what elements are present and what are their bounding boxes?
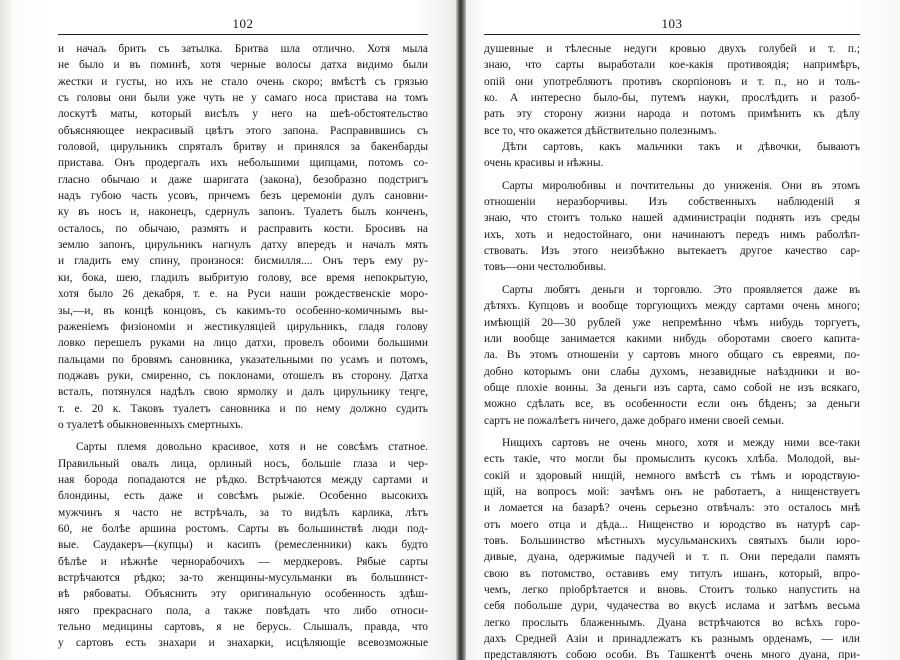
text-line: поджавъ руки, смиренно, съ поклонами, отошелъ въ сторону. Датха <box>58 369 428 382</box>
text-line: и гладить ему спину, произнося: бисмилля.... Онъ теръ ему ру- <box>58 255 428 268</box>
text-line: головой, цирульникъ спряталъ бритву и принялся за бакенбарды <box>58 141 428 154</box>
text-line: всталъ, потянулся надѣлъ свою ярмолку и далъ цирульнику теңге, <box>58 386 428 399</box>
text-line: сартъ не пожалѣетъ ничего, даже добраго имени своей семьи. <box>484 414 785 427</box>
text-line: пальцами по бровямъ сановника, указательными по усамъ и потомъ, <box>58 353 428 366</box>
text-line: Сарты племя довольно красивое, хотя и не совсѣмъ статное. <box>76 441 428 454</box>
text-line: знаю, что сарты выработали кое-какія противоядія; напримѣръ, <box>484 59 860 72</box>
text-line: и ломается на базарѣ? очень серьезно отвѣчалъ: это осталось мнѣ <box>484 502 860 515</box>
text-line: дѣтяхъ. Купцовъ и вообще торгующихъ между сартами очень много; <box>484 300 860 313</box>
text-line: осталось, по обычаю, размять и расправить кости. Бросивъ на <box>58 222 428 235</box>
text-line: жестки и густы, но ихъ не стало очень скоро; вмѣстѣ съ грязью <box>58 75 428 88</box>
left-page-number: 102 <box>232 16 254 31</box>
text-line: надъ губою часть усовъ, причемъ безъ церемоніи дулъ сановни- <box>58 190 428 203</box>
text-line: представляютъ собою особи. Въ Ташкентѣ очень много дуана, при- <box>484 649 860 660</box>
text-line: сокій и здоровый нищій, немного вмѣстѣ съ тѣмъ и юродствую- <box>484 469 860 482</box>
text-line: рать эту сторону жизни народа и потомъ примѣнить къ дѣлу <box>484 108 860 121</box>
text-line: у сартовъ есть знахари и знахарки, исцѣляющіе всевозможные <box>58 637 428 650</box>
text-line: можно сдѣлать все, въ особенности если онъ бѣденъ; за деньги <box>484 398 860 411</box>
text-line: объясняющее некрасивый цвѣтъ этого запона. Расправившись съ <box>58 124 428 137</box>
left-header-rule <box>58 34 428 35</box>
right-page-text <box>484 41 860 660</box>
text-line: встрѣчаются рѣдко; за-то женщины-мусульманки въ большинст- <box>58 572 428 584</box>
right-page-number: 103 <box>661 16 683 31</box>
text-line: все то, что окажется дѣйствительно полезнымъ. <box>484 124 717 137</box>
text-line: себя побольше дури, чудачества во вкусѣ ислама и затѣмъ весьма <box>484 600 860 613</box>
text-line: имѣющій 20—30 рублей уже непремѣнно чѣмъ нибудь торгуетъ, <box>484 316 860 329</box>
text-line: лоскутѣ маты, который висѣлъ у него на шеѣ-обстоятельство <box>58 108 428 121</box>
text-line: дахъ Средней Азіи и принадлежатъ къ разнымъ орденамъ, — или <box>484 633 860 646</box>
text-line: Нищихъ сартовъ не очень много, хотя и между ними все-таки <box>502 436 860 449</box>
text-line: и начаљ брить съ затылка. Бритва шла отлично. Хотя мыла <box>58 43 428 55</box>
text-line: вѣ рябоваты. Объяснить эту оригинальную особенность здѣш- <box>58 588 428 601</box>
book-binding-gutter <box>456 0 466 660</box>
right-header-rule <box>484 34 860 35</box>
text-line: ловко перешелъ руками на лицо датхи, провелъ обоими большими <box>58 337 428 350</box>
text-line: отъ моего отца и дѣда... Нищенство и юродство въ натурѣ сар- <box>484 518 860 531</box>
text-line: товъ—они честолюбивы. <box>484 261 607 274</box>
text-line: товъ. Большинство мѣстныхъ мусульманскихъ святыхъ были юро- <box>484 534 860 547</box>
text-line: душевные и тѣлесные недуги кровью двухъ голубей и т. п.; <box>484 43 860 55</box>
left-page-text <box>58 41 428 652</box>
text-line: ствовать. Изъ этого неизбѣжно вытекаетъ другое качество сар- <box>484 245 860 258</box>
text-line: Сарты миролюбивы и почтительны до униженія. Они въ этомъ <box>502 179 860 192</box>
text-line: зы,—и, въ концѣ концовъ, съ какимъ-то особенно-комичнымъ вы- <box>58 304 428 317</box>
text-line: бѣлѣе и нѣжнѣе чернорабочихъ — мердкеровъ. Рябые сарты <box>58 555 428 568</box>
text-line: не было и въ поминѣ, хотя черные волосы датха видимо были <box>58 59 428 72</box>
text-line: землю запонъ, цирульникъ нагнулъ датху впередъ и началъ мять <box>58 239 428 252</box>
text-line: знаю, что стоитъ только нашей администраціи поднять изъ среды <box>484 212 860 225</box>
text-line: гласно обычаю и даже шаригата (закона), безобразно подстригъ <box>58 173 428 186</box>
text-line: обще плохіе воины. За деньги изъ сарта, само собой не изъ всякаго, <box>484 381 860 394</box>
text-line: 60, не болѣе аршина ростомъ. Сарты въ большинствѣ люди под- <box>58 522 428 535</box>
text-line: отношеніи неразборчивы. Изъ собственныхъ наблюденій я <box>484 196 860 209</box>
text-line: няго прекраснаго пола, а также повѣдать что либо относи- <box>58 604 428 617</box>
text-line: съ головы они были уже чуть не у самаго носа пристава на томъ <box>58 92 428 105</box>
text-line: щій, на вопросъ мой: зачѣмъ онъ не работаетъ, а нищенствуетъ <box>484 485 860 498</box>
text-line: легко прослыть блаженнымъ. Дуана встрѣчаются во всѣхъ горо- <box>484 616 860 629</box>
text-line: раженіемъ физіономіи и жестикуляціей цирульникъ, гладя голову <box>58 320 428 333</box>
text-line: ихъ, хоть и недостойнаго, они начинаютъ передъ нимъ раболѣп- <box>484 228 860 241</box>
text-line: т. е. 20 к. Таковъ туалетъ сановника и по нему должно судить <box>58 402 428 415</box>
text-line: ки, бока, шею, гладилъ выбритую голову, все время непокрытую, <box>58 271 428 284</box>
text-line: блондины, есть даже и совсѣмъ рыжіе. Особенно высокихъ <box>58 490 428 503</box>
text-line: ку въ носъ и, наконецъ, сдернулъ запонъ. Туалетъ былъ конченъ, <box>58 206 428 219</box>
left-page <box>58 0 428 660</box>
right-page <box>484 0 860 660</box>
text-line: Сарты любятъ деньги и торговлю. Это проявляется даже въ <box>502 283 860 296</box>
text-line: дивые, дуана, одержимые падучей и т. п. Они передали память <box>484 551 860 564</box>
text-line: опій они употребляютъ противъ скорпіоновъ и т. п., но и толь- <box>484 75 860 88</box>
text-line: мужчинъ я часто не встрѣчалъ, за то видѣлъ карлика, лѣтъ <box>58 506 428 519</box>
text-line: ная борода попадаются не рѣдко. Встрѣчаются между сартами и <box>58 473 428 486</box>
text-line: пристава. Онъ продергалъ ихъ небольшими щипцами, потомъ со- <box>58 157 428 170</box>
text-line: или вообще занимается какими нибудь оборотами своего капита- <box>484 332 860 345</box>
text-line: Дѣти сартовъ, какъ мальчики такъ и дѣвочки, бываютъ <box>502 141 860 154</box>
text-line: ла. Въ этомъ отношеніи у сартовъ много общаго съ евреями, по- <box>484 349 860 362</box>
text-line: о туалетѣ обыкновенныхъ смертныхъ. <box>58 418 244 431</box>
page-edge-shadow <box>0 0 14 660</box>
text-line: есть такіе, что могли бы промыслить кусокъ хлѣба. Молодой, вы- <box>484 453 860 466</box>
text-line: свою въ потомство, оставивъ ему титулъ ишанъ, который, впро- <box>484 567 860 580</box>
text-line: очень красивы и нѣжны. <box>484 157 604 170</box>
text-line: тельно медицины сартовъ, я не берусь. Слышалъ, правда, что <box>58 621 428 634</box>
text-line: вые. Саудакеръ—(купцы) и касипъ (ремесленники) какъ будто <box>58 539 428 552</box>
text-line: Правильный овалъ лица, орлиный носъ, большіе глаза и чер- <box>58 457 428 470</box>
text-line: ко. А интересно было-бы, путемъ науки, прослѣдить и разоб- <box>484 92 860 105</box>
text-line: чемъ, легко пріобрѣтается и вновь. Стоитъ только напустить на <box>484 584 860 596</box>
text-line: хотя было 26 декабря, т. е. на Руси наши рождественскіе моро- <box>58 288 428 301</box>
text-line: добно которымъ они слабы духомъ, незавидные наѣздники и во- <box>484 365 860 378</box>
